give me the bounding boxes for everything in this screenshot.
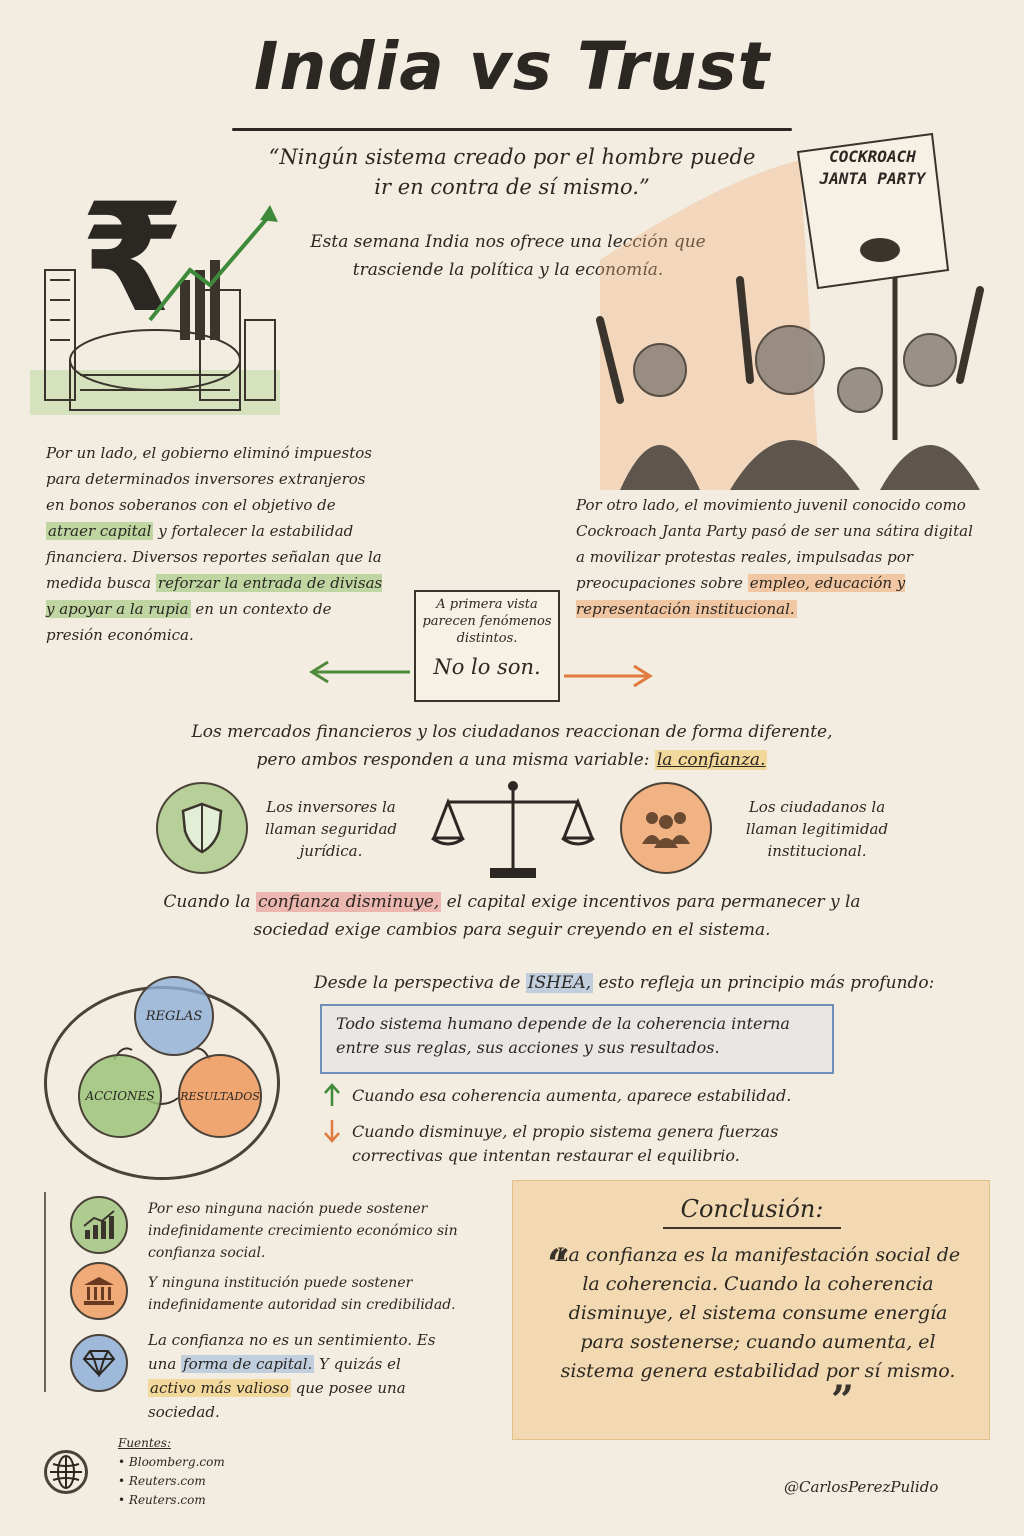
arrow-down-icon	[322, 1118, 342, 1144]
source-item[interactable]: • Reuters.com	[118, 1493, 206, 1507]
protest-illustration	[560, 120, 1010, 490]
close-quote-icon: ”	[831, 1377, 855, 1424]
cycle-actions: ACCIONES	[78, 1054, 162, 1138]
diamond-icon	[70, 1334, 128, 1392]
opening-quote: “Ningún sistema creado por el hombre puede ir en contra de sí mismo.”	[268, 145, 756, 199]
source-item[interactable]: • Reuters.com	[118, 1474, 206, 1488]
center-box-big: No lo son.	[433, 655, 541, 679]
bullet-3-text: La confianza no es un sentimiento. Es una forma de capital. Y quizás el activo más valioso que posee una sociedad.	[148, 1331, 436, 1421]
left-arrow-icon	[306, 660, 412, 684]
institution-icon	[70, 1262, 128, 1320]
rupee-market-illustration	[20, 160, 290, 420]
cycle-rules: REGLAS	[134, 976, 214, 1056]
ishea-line: Desde la perspectiva de ISHEA, esto refleja un principio más profundo:	[314, 973, 935, 993]
source-item[interactable]: • Bloomberg.com	[118, 1455, 225, 1469]
investors-text: Los inversores la llaman seguridad jurídica.	[264, 798, 398, 860]
conclusion-title: Conclusión:	[680, 1195, 824, 1223]
center-box	[414, 590, 560, 702]
scale-icon	[428, 776, 598, 886]
trust-line: Cuando la confianza disminuye, el capital exige incentivos para permanecer y la sociedad exige cambios para seguir creyendo en el sistema.	[163, 892, 861, 940]
center-box-small: A primera vista parecen fenómenos distintos.	[422, 597, 552, 646]
citizens-text: Los ciudadanos la llaman legitimidad institucional.	[745, 798, 889, 860]
principle-box: Todo sistema humano depende de la coherencia interna entre sus reglas, sus acciones y sus resultados.	[320, 1004, 834, 1074]
arrow-up-icon	[322, 1082, 342, 1108]
list-divider	[44, 1192, 46, 1392]
shield-icon	[156, 782, 248, 874]
people-icon	[620, 782, 712, 874]
markets-line: Los mercados financieros y los ciudadanos reaccionan de forma diferente, pero ambos responden a una misma variable: la confianza.	[191, 722, 833, 770]
down-line: Cuando disminuye, el propio sistema genera fuerzas correctivas que intentan restaurar el equilibrio.	[352, 1122, 779, 1165]
conclusion-underline	[663, 1227, 841, 1229]
intro-text: Esta semana India nos ofrece una lección que trasciende la política y la economía.	[310, 232, 706, 280]
right-paragraph: Por otro lado, el movimiento juvenil conocido como Cockroach Janta Party pasó de ser una sátira digital a movilizar protestas reales, impulsadas por preocupaciones sobre empleo, educación y representación institucional.	[576, 496, 973, 618]
page-title: India vs Trust	[253, 28, 771, 105]
conclusion-box	[512, 1180, 990, 1440]
right-arrow-icon	[562, 664, 654, 688]
author-signature: @CarlosPerezPulido	[784, 1478, 939, 1496]
protest-sign-text: COCKROACH JANTA PARTY	[819, 147, 926, 188]
bullet-2-text: Y ninguna institución puede sostener indefinidamente autoridad sin credibilidad.	[148, 1275, 456, 1313]
open-quote-icon: “	[547, 1241, 571, 1288]
sources-label: Fuentes:	[118, 1436, 172, 1450]
bullet-1-text: Por eso ninguna nación puede sostener indefinidamente crecimiento económico sin confianza social.	[148, 1201, 458, 1261]
globe-icon	[44, 1450, 88, 1494]
growth-chart-icon	[70, 1196, 128, 1254]
conclusion-text: La confianza es la manifestación social de la coherencia. Cuando la coherencia disminuye, el sistema consume energía para sostenerse; cuando aumenta, el sistema genera estabilidad por sí mismo.	[555, 1244, 961, 1382]
cycle-results: RESULTADOS	[178, 1054, 262, 1138]
sources	[118, 1434, 278, 1510]
left-paragraph: Por un lado, el gobierno eliminó impuestos para determinados inversores extranjeros en bonos soberanos con el objetivo de atraer capital y fortalecer la estabilidad financiera. Diversos reportes señalan que la medida busca reforzar la entrada de divisas y apoyar a la rupia en un contexto de presión económica.	[46, 444, 383, 644]
svg-text:₹: ₹	[80, 172, 185, 346]
up-line: Cuando esa coherencia aumenta, aparece estabilidad.	[352, 1086, 792, 1105]
